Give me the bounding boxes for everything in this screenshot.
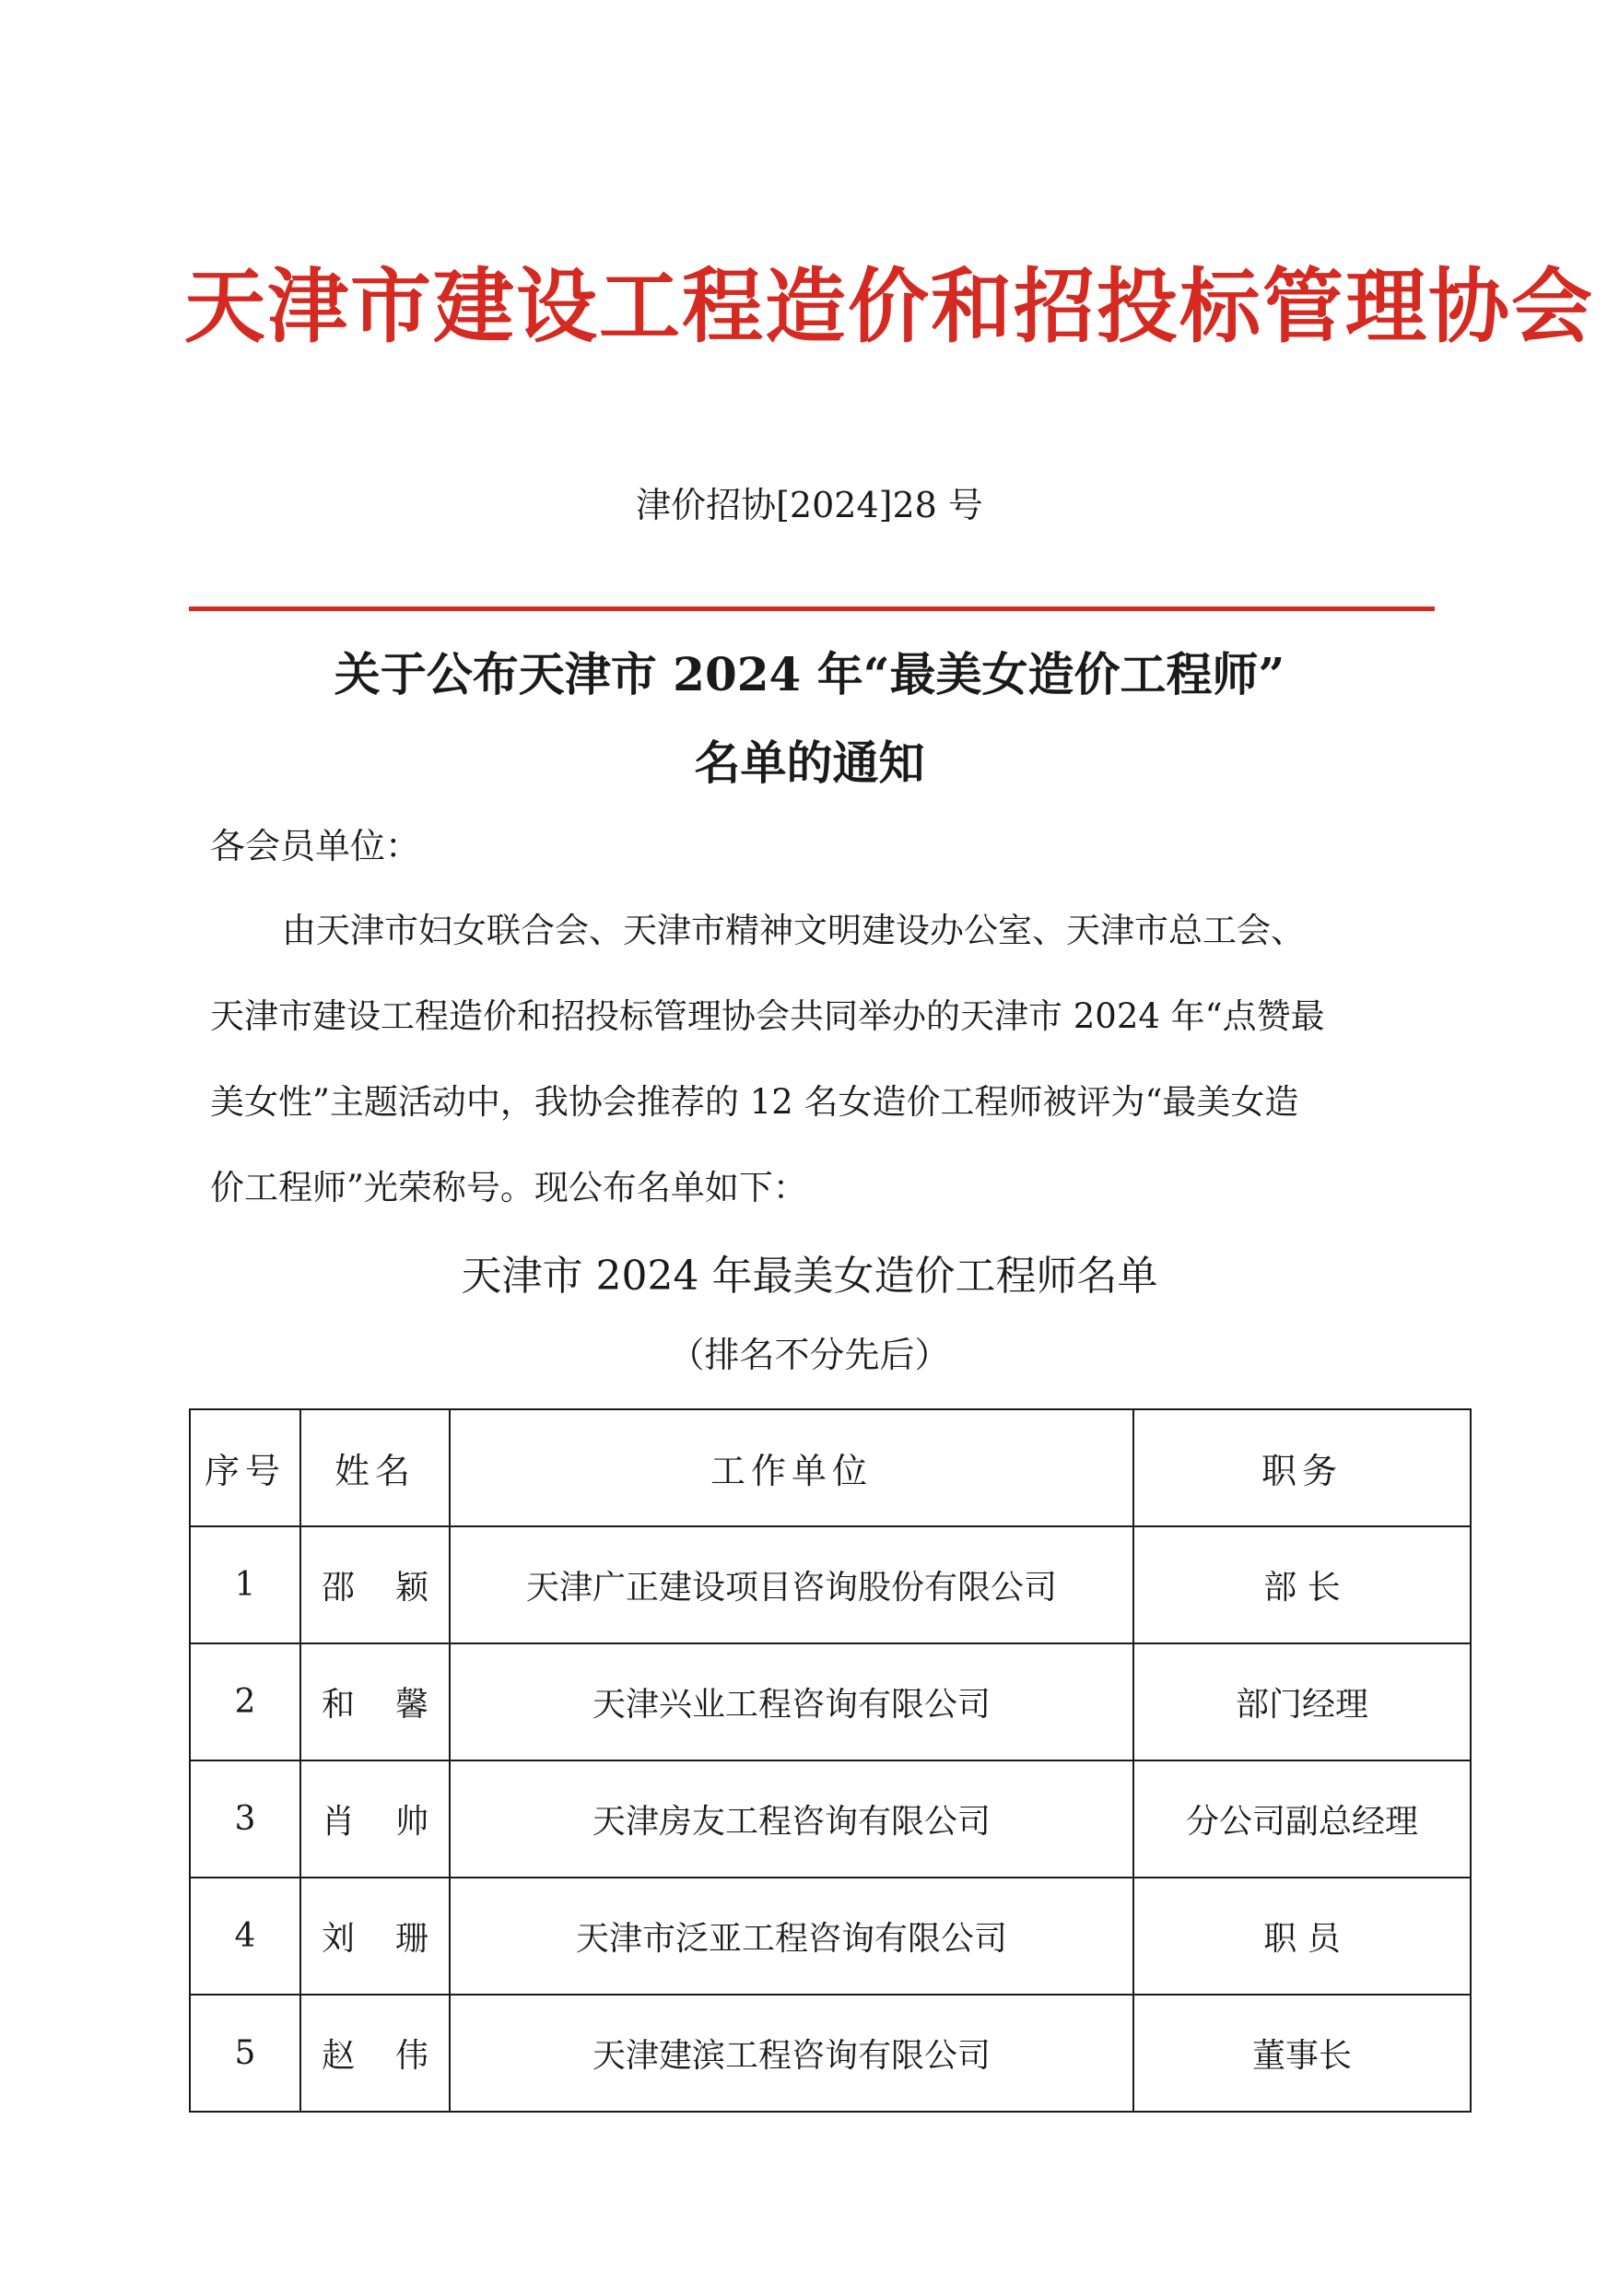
organization-letterhead: 天津市建设工程造价和招投标管理协会 — [184, 258, 1595, 354]
document-number: 津价招协[2024]28 号 — [636, 485, 983, 525]
person-name — [300, 1643, 450, 1760]
name-char: 颖 — [394, 1569, 428, 1607]
name-char: 帅 — [394, 1803, 428, 1841]
position: 职 员 — [1133, 1878, 1471, 1995]
person-name — [300, 1995, 450, 2112]
position: 分公司副总经理 — [1133, 1760, 1471, 1878]
serial-number: 3 — [190, 1760, 300, 1878]
list-title: 天津市 2024 年最美女造价工程师名单 — [461, 1253, 1158, 1300]
person-name — [300, 1760, 450, 1878]
table-row — [190, 1643, 1471, 1760]
notice-title-line-1: 关于公布天津市 2024 年“最美女造价工程师” — [334, 647, 1285, 701]
serial-number: 5 — [190, 1995, 300, 2112]
position: 董事长 — [1133, 1995, 1471, 2112]
name-char: 馨 — [394, 1686, 428, 1724]
table-row — [190, 1526, 1471, 1643]
organization: 天津市泛亚工程咨询有限公司 — [450, 1878, 1133, 1995]
serial-number: 1 — [190, 1526, 300, 1643]
body-paragraph-line: 天津市建设工程造价和招投标管理协会共同举办的天津市 2024 年“点赞最 — [210, 996, 1325, 1036]
header-position: 职务 — [1133, 1409, 1471, 1526]
winners-table — [189, 1408, 1472, 2113]
serial-number: 2 — [190, 1643, 300, 1760]
salutation: 各会员单位： — [210, 826, 421, 866]
position: 部 长 — [1133, 1526, 1471, 1643]
table-header-row — [190, 1409, 1471, 1526]
name-char: 赵 — [322, 2037, 356, 2075]
header-name: 姓名 — [300, 1409, 450, 1526]
organization: 天津广正建设项目咨询股份有限公司 — [450, 1526, 1133, 1643]
organization: 天津兴业工程咨询有限公司 — [450, 1643, 1133, 1760]
organization: 天津房友工程咨询有限公司 — [450, 1760, 1133, 1878]
header-serial-number: 序号 — [190, 1409, 300, 1526]
list-subtitle: （排名不分先后） — [669, 1335, 950, 1375]
name-char: 刘 — [322, 1920, 356, 1958]
name-char: 肖 — [322, 1803, 356, 1841]
table-row — [190, 1878, 1471, 1995]
header-organization: 工作单位 — [450, 1409, 1133, 1526]
name-char: 邵 — [322, 1569, 356, 1607]
organization: 天津建滨工程咨询有限公司 — [450, 1995, 1133, 2112]
name-char: 伟 — [394, 2037, 428, 2075]
serial-number: 4 — [190, 1878, 300, 1995]
notice-title-line-2: 名单的通知 — [694, 736, 925, 790]
table-row — [190, 1760, 1471, 1878]
body-paragraph-line: 由天津市妇女联合会、天津市精神文明建设办公室、天津市总工会、 — [282, 911, 1305, 950]
position: 部门经理 — [1133, 1643, 1471, 1760]
person-name — [300, 1878, 450, 1995]
name-char: 和 — [322, 1686, 356, 1724]
body-paragraph-line: 美女性”主题活动中，我协会推荐的 12 名女造价工程师被评为“最美女造 — [210, 1082, 1299, 1122]
table-row — [190, 1995, 1471, 2112]
person-name — [300, 1526, 450, 1643]
body-paragraph-line: 价工程师”光荣称号。现公布名单如下： — [210, 1168, 807, 1207]
name-char: 珊 — [394, 1920, 428, 1958]
letterhead-divider — [189, 606, 1435, 611]
